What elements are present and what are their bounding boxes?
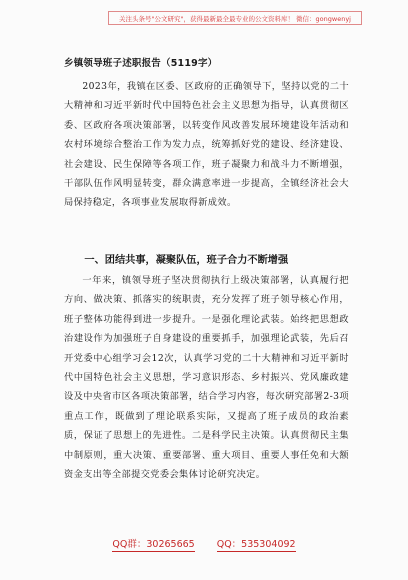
section-paragraph: 一年来，镇领导班子坚决贯彻执行上级决策部署，认真履行把方向、做决策、抓落实的统职责，充分发挥了班子领导核心作用，班子整体功能得到进一步提升。一是强化理论武装。始终把思想政治建设作为加强班子自身建设的重要抓手，加强理论武装，先后召开党委中心组学习会12次，认真学习党的二十大精神和习近平新时代中国特色社会主义思想，学习意识形态、乡村振兴、党风廉政建设及中央省市区各项决策部署，结合学习内容，每次研究部署2-3项重点工作，既做到了理论联系实际，又提高了班子成员的政治素质，保证了思想上的先进性。二是科学民主决策。认真贯彻民主集中制原则，重大决策、重要部署、重大项目、重要人事任免和大额资金支出等全部提交党委会集体讨论研究决定。 [64, 275, 349, 481]
footer-qq: QQ：535304092 [217, 536, 296, 552]
footer [0, 536, 408, 552]
header-banner-text: 关注头条号"公文研究"，获得最新最全最专业的公文资料库！ 微信：gongwenyj [119, 14, 351, 23]
intro-paragraph: 2023年，我镇在区委、区政府的正确领导下，坚持以党的二十大精神和习近平新时代中国特色社会主义思想为指导，认真贯彻区委、区政府各项决策部署，以转变作风改善发展环境建设年活动和农村环境综合整治工作为发力点，统筹抓好党的建设、经济建设、社会建设、民生保障等各项工作，班子凝聚力和战斗力不断增强，干部队伍作风明显转变，群众满意率进一步提高，全镇经济社会大局保持稳定，各项事业发展取得新成效。 [64, 81, 349, 209]
footer-qq-group: QQ群：30265665 [112, 536, 194, 552]
header-banner [108, 11, 362, 25]
document-title: 乡镇领导班子述职报告（5119字） [64, 58, 218, 69]
section-heading: 一、团结共事，凝聚队伍，班子合力不断增强 [84, 255, 289, 266]
